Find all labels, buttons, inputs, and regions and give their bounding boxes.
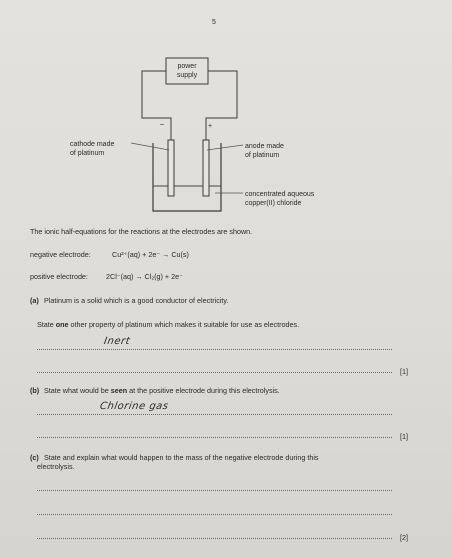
negative-electrode-equation: Cu²⁺(aq) + 2e⁻ → Cu(s) <box>112 250 189 259</box>
part-c-label: (c) <box>30 453 39 462</box>
part-a-prompt-post: other property of platinum which makes it suitable for use as electrodes. <box>68 320 300 329</box>
part-b-text <box>44 386 280 395</box>
part-c-marks: [2] <box>400 533 408 542</box>
positive-electrode-equation: 2Cl⁻(aq) → Cl₂(g) + 2e⁻ <box>106 272 183 281</box>
part-b-text-post: at the positive electrode during this electrolysis. <box>127 386 280 395</box>
negative-electrode-label: negative electrode: <box>30 250 91 259</box>
power-supply-label-2: supply <box>176 72 198 79</box>
part-a-answer: Inert <box>103 336 131 347</box>
part-b-label: (b) <box>30 386 40 395</box>
part-c-text-line-1: State and explain what would happen to the mass of the negative electrode during this <box>44 453 319 462</box>
cathode-leader <box>131 143 169 150</box>
electrolyte-label-2: copper(II) chloride <box>245 200 302 207</box>
part-a-text: Platinum is a solid which is a good conductor of electricity. <box>44 296 229 305</box>
part-b-marks: [1] <box>400 432 408 441</box>
part-b-answer-line-2[interactable] <box>37 437 392 438</box>
anode-leader <box>207 145 243 150</box>
power-supply-box <box>166 58 208 84</box>
cathode-label-1: cathode made <box>70 141 115 148</box>
cathode-label-2: of platinum <box>70 150 105 157</box>
part-c-answer-line-2[interactable] <box>37 514 392 515</box>
part-a-prompt <box>37 320 299 329</box>
anode-label-2: of platinum <box>245 152 280 159</box>
page-number: 5 <box>212 19 216 26</box>
cathode-wire <box>142 71 171 140</box>
positive-electrode-label: positive electrode: <box>30 272 88 281</box>
part-a-prompt-pre: State <box>37 320 56 329</box>
intro-text: The ionic half-equations for the reactions at the electrodes are shown. <box>30 227 253 236</box>
minus-sign: – <box>160 121 164 128</box>
part-c-text-line-2: electrolysis. <box>37 462 75 471</box>
part-c-answer-line-3[interactable] <box>37 538 392 539</box>
anode-electrode <box>203 140 209 196</box>
anode-label-1: anode made <box>245 143 284 150</box>
plus-sign: + <box>208 123 213 130</box>
part-a-answer-line-2[interactable] <box>37 372 392 373</box>
part-a-label: (a) <box>30 296 39 305</box>
beaker <box>153 143 221 211</box>
part-c-answer-line-1[interactable] <box>37 490 392 491</box>
part-b-text-bold: seen <box>110 386 128 395</box>
cathode-electrode <box>168 140 174 196</box>
part-a-prompt-bold: one <box>55 320 69 329</box>
electrolysis-diagram <box>0 0 452 220</box>
part-b-answer-line-1[interactable] <box>37 414 392 415</box>
part-a-marks: [1] <box>400 367 408 376</box>
part-a-answer-line-1[interactable] <box>37 349 392 350</box>
power-supply-label-1: power <box>177 63 197 70</box>
part-b-text-pre: State what would be <box>44 386 111 395</box>
part-b-answer: Chlorine gas <box>99 401 170 412</box>
electrolyte-label-1: concentrated aqueous <box>245 191 315 198</box>
